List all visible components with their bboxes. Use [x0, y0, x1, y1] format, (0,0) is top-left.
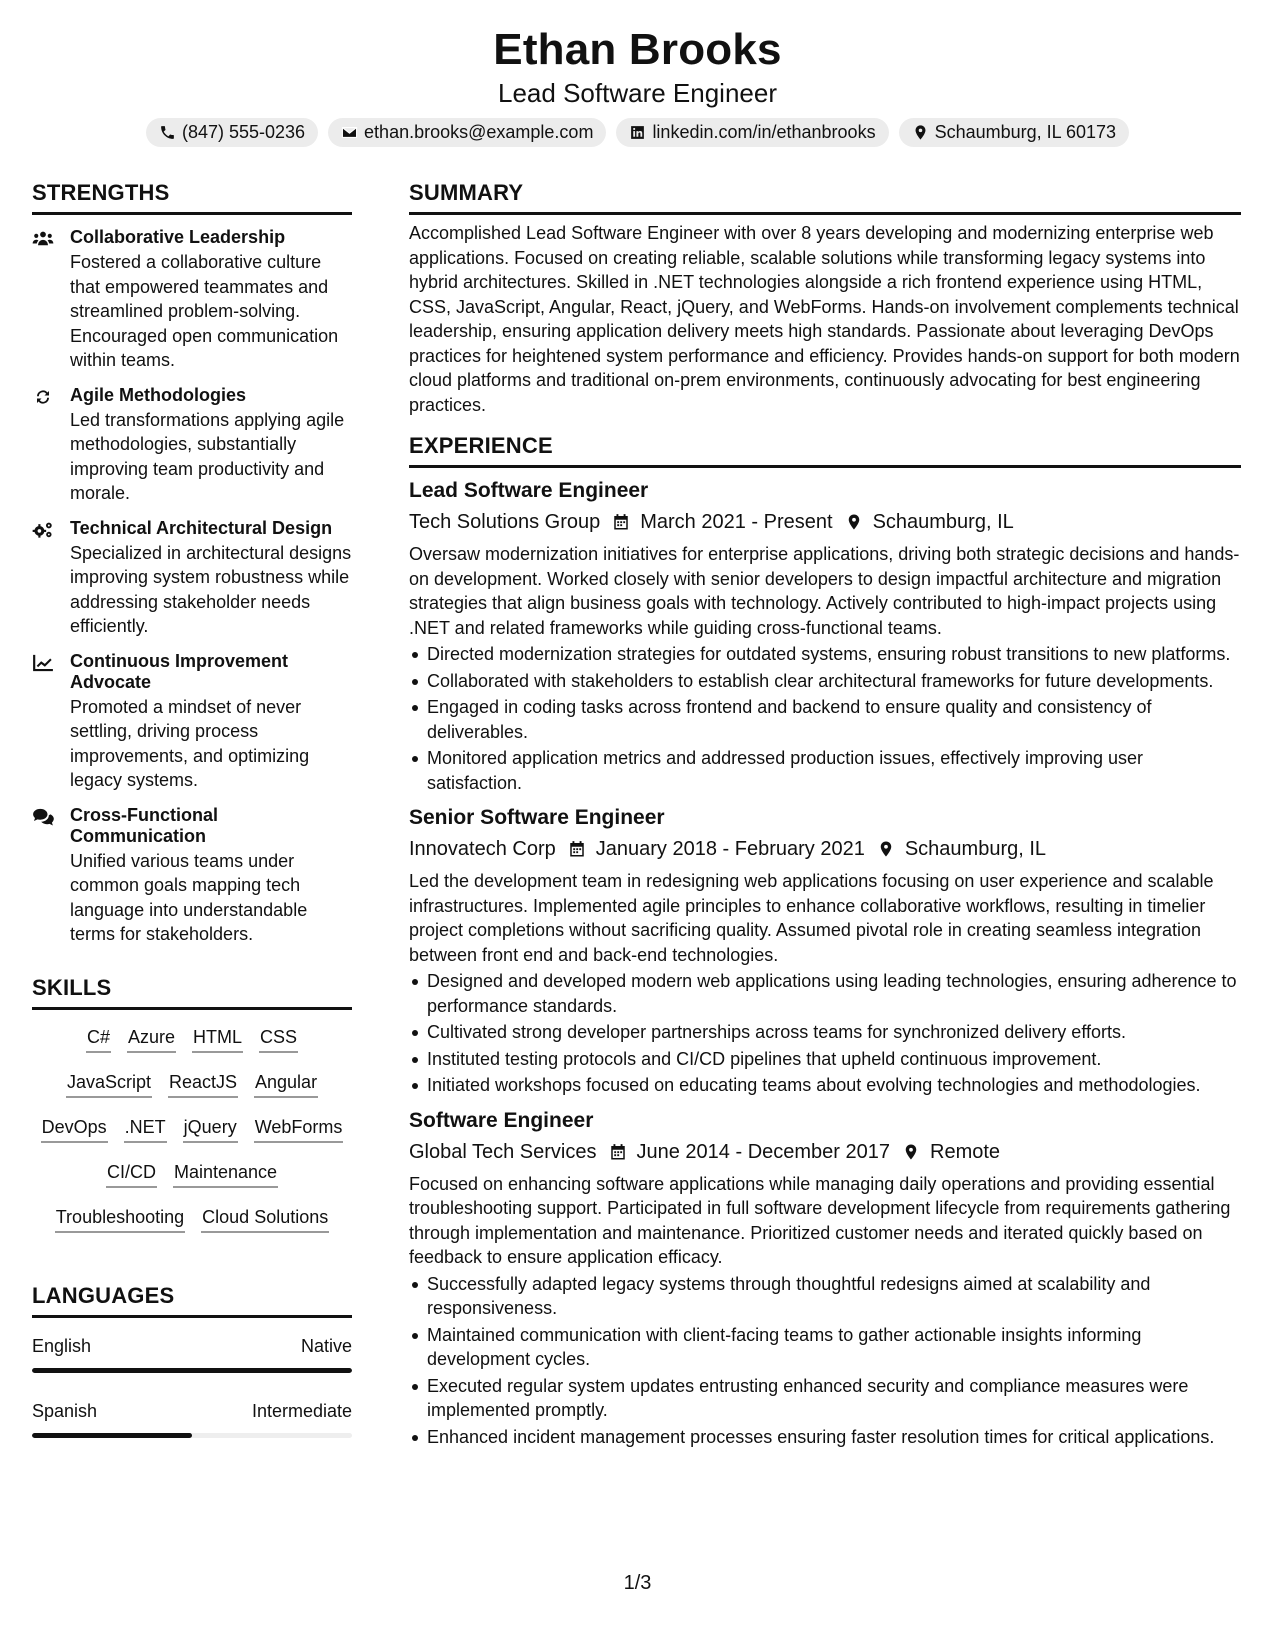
language-proficiency-bar [32, 1433, 352, 1438]
strength-item [32, 805, 352, 947]
job-bullet: Executed regular system updates entrusting enhanced security and compliance measures were implemented promptly. [409, 1374, 1241, 1423]
contact-phone-text: (847) 555-0236 [181, 122, 306, 142]
language-proficiency-fill [32, 1433, 192, 1438]
job-dates: June 2014 - December 2017 [636, 1140, 890, 1163]
calendar-icon [568, 840, 586, 858]
strength-desc: Led transformations applying agile methodologies, substantially improving team productivity and morale. [70, 409, 345, 503]
skills-row [41, 1114, 344, 1159]
location-pin-icon [912, 124, 929, 141]
job-entry [409, 805, 1241, 1098]
left-column [32, 178, 352, 1438]
strength-title: Collaborative Leadership [70, 227, 286, 247]
job-bullet: Designed and developed modern web applications using leading technologies, ensuring adherence to performance standards. [409, 969, 1241, 1018]
job-company: Tech Solutions Group [409, 511, 601, 533]
language-name: Spanish [32, 1400, 98, 1421]
strength-title: Cross-Functional Communication [70, 804, 219, 846]
job-bullet: Initiated workshops focused on educating teams about evolving technologies and methodologies. [409, 1073, 1241, 1098]
strength-item [32, 385, 352, 506]
skill-tag: Cloud Solutions [201, 1204, 329, 1233]
skills-row [55, 1204, 330, 1249]
job-bullet: Collaborated with stakeholders to establish clear architectural frameworks for future developments. [409, 669, 1241, 694]
envelope-icon [341, 124, 358, 141]
sync-icon [32, 388, 54, 406]
job-bullet: Monitored application metrics and addressed production issues, effectively improving user satisfaction. [409, 746, 1241, 795]
skill-tag: DevOps [41, 1114, 108, 1143]
languages-section [32, 1281, 352, 1438]
job-location: Schaumburg, IL [872, 511, 1014, 533]
job-bullet: Engaged in coding tasks across frontend and backend to ensure quality and consistency of deliverables. [409, 695, 1241, 744]
language-proficiency-bar [32, 1368, 352, 1373]
comments-icon [32, 808, 54, 826]
job-description: Oversaw modernization initiatives for enterprise applications, driving both strategic decisions and hands-on development. Worked closely with senior developers to design impactful architecture and migration strategies that align business goals with technology. Actively contributed to high-impact projects using .NET and related frameworks while guiding cross-functional teams. [409, 544, 1240, 638]
job-meta [409, 1138, 1241, 1166]
job-location: Remote [930, 1140, 1001, 1163]
contact-email-text: ethan.brooks@example.com [364, 122, 594, 142]
job-bullet: Successfully adapted legacy systems through thoughtful redesigns aimed at scalability and responsiveness. [409, 1272, 1241, 1321]
skill-tag: Troubleshooting [55, 1204, 185, 1233]
skills-section [32, 973, 352, 1249]
strengths-heading: STRENGTHS [32, 178, 352, 215]
strength-title: Agile Methodologies [70, 384, 247, 405]
language-item [32, 1334, 352, 1373]
contact-location[interactable] [899, 118, 1129, 147]
skills-row [66, 1069, 318, 1114]
job-company: Global Tech Services [409, 1140, 597, 1163]
job-bullet: Maintained communication with client-facing teams to gather actionable insights informing development cycles. [409, 1323, 1241, 1372]
job-dates: January 2018 - February 2021 [595, 838, 865, 860]
experience-section [409, 431, 1241, 1449]
strength-desc: Fostered a collaborative culture that empowered teammates and streamlined problem-solving. Encouraged open communication within teams. [70, 252, 339, 370]
location-pin-icon [877, 840, 895, 858]
job-description: Led the development team in redesigning web applications focusing on user experience and scalable infrastructures. Implemented agile principles to enhance collaborative workflows, resulting in timelier project completions without sacrificing quality. Assumed pivotal role in creating seamless integration between front end and back-end technologies. [409, 871, 1214, 965]
strength-item [32, 227, 352, 373]
language-level: Intermediate [251, 1400, 352, 1421]
language-name: English [32, 1335, 92, 1356]
strength-desc: Promoted a mindset of never settling, driving process improvements, and optimizing legacy systems. [70, 696, 310, 790]
skill-tag: Maintenance [173, 1159, 278, 1188]
strength-desc: Unified various teams under common goals mapping tech language into understandable terms for stakeholders. [70, 850, 308, 944]
contact-linkedin[interactable] [616, 118, 888, 147]
skill-tag: jQuery [183, 1114, 238, 1143]
skill-tag: CI/CD [106, 1159, 157, 1188]
experience-heading: EXPERIENCE [409, 431, 1241, 468]
job-bullets [409, 1272, 1241, 1450]
job-title: Senior Software Engineer [409, 806, 665, 829]
skill-tag: C# [86, 1024, 111, 1053]
calendar-icon [612, 513, 630, 531]
skill-tag: WebForms [254, 1114, 344, 1143]
job-entry [409, 1108, 1241, 1450]
job-meta [409, 508, 1241, 536]
right-column [409, 178, 1241, 1451]
strength-item [32, 518, 352, 639]
job-location: Schaumburg, IL [904, 838, 1047, 860]
linkedin-icon [629, 124, 646, 141]
skill-tag: HTML [192, 1024, 243, 1053]
skill-tag: Angular [254, 1069, 318, 1098]
job-title: Software Engineer [409, 1108, 594, 1132]
strength-title: Continuous Improvement Advocate [70, 650, 289, 692]
job-bullets [409, 969, 1241, 1098]
skills-heading: SKILLS [32, 973, 352, 1010]
contact-location-text: Schaumburg, IL 60173 [934, 122, 1117, 142]
language-proficiency-fill [32, 1368, 352, 1373]
strength-desc: Specialized in architectural designs improving system robustness while addressing stakeholder needs efficiently. [70, 542, 352, 636]
location-pin-icon [902, 1143, 920, 1161]
job-company: Innovatech Corp [409, 838, 556, 860]
calendar-icon [609, 1143, 627, 1161]
skill-tag: Azure [127, 1024, 176, 1053]
skills-row [106, 1159, 278, 1204]
chart-line-icon [32, 654, 54, 672]
job-bullet: Enhanced incident management processes ensuring faster resolution times for critical applications. [409, 1425, 1241, 1450]
job-entry [409, 478, 1241, 795]
skills-row [86, 1024, 298, 1069]
job-bullet: Cultivated strong developer partnerships across teams for synchronized delivery efforts. [409, 1020, 1241, 1045]
summary-section [409, 178, 1241, 417]
job-bullet: Directed modernization strategies for outdated systems, ensuring robust transitions to new platforms. [409, 642, 1241, 667]
contact-phone[interactable] [146, 118, 318, 147]
resume-header [0, 22, 1275, 147]
language-item [32, 1399, 352, 1438]
contact-list [0, 118, 1275, 147]
contact-linkedin-text: linkedin.com/in/ethanbrooks [652, 122, 876, 142]
contact-email[interactable] [328, 118, 606, 147]
job-dates: March 2021 - Present [640, 511, 833, 533]
skill-tag: ReactJS [168, 1069, 238, 1098]
job-bullet: Instituted testing protocols and CI/CD pipelines that upheld continuous improvement. [409, 1047, 1241, 1072]
strengths-section [32, 178, 352, 947]
page-number: 1/3 [623, 1572, 652, 1594]
job-bullets [409, 642, 1241, 795]
job-title: Lead Software Engineer [409, 479, 649, 502]
strength-item [32, 651, 352, 793]
candidate-name: Ethan Brooks [493, 25, 782, 74]
job-meta [409, 835, 1241, 863]
strength-title: Technical Architectural Design [70, 517, 333, 538]
gears-icon [32, 521, 54, 539]
language-level: Native [300, 1335, 352, 1356]
summary-heading: SUMMARY [409, 178, 1241, 215]
skill-tag: JavaScript [66, 1069, 152, 1098]
users-icon [32, 230, 54, 248]
location-pin-icon [845, 513, 863, 531]
skills-list [32, 1024, 352, 1249]
phone-icon [159, 124, 176, 141]
languages-heading: LANGUAGES [32, 1281, 352, 1318]
job-description: Focused on enhancing software applications while managing daily operations and providing essential troubleshooting support. Participated in full software development lifecycle from requirements gathering through implementation and maintenance. Prioritized customer needs and iterated quickly based on feedback to ensure application efficacy. [409, 1173, 1231, 1267]
candidate-role: Lead Software Engineer [498, 78, 777, 108]
skill-tag: CSS [259, 1024, 298, 1053]
summary-text: Accomplished Lead Software Engineer with over 8 years developing and modernizing enterprise web applications. Focused on creating reliable, scalable solutions while transforming legacy systems into hybrid architectures. Skilled in .NET technologies alongside a rich frontend experience using HTML, CSS, JavaScript, Angular, React, jQuery, and WebForms. Hands-on involvement complements technical leadership, ensuring application delivery meets high standards. Passionate about leveraging DevOps practices for heightened system performance and efficiency. Provides hands-on support for both modern cloud platforms and traditional on-prem environments, continuously advocating for best engineering practices. [409, 223, 1240, 415]
skill-tag: .NET [124, 1114, 167, 1143]
